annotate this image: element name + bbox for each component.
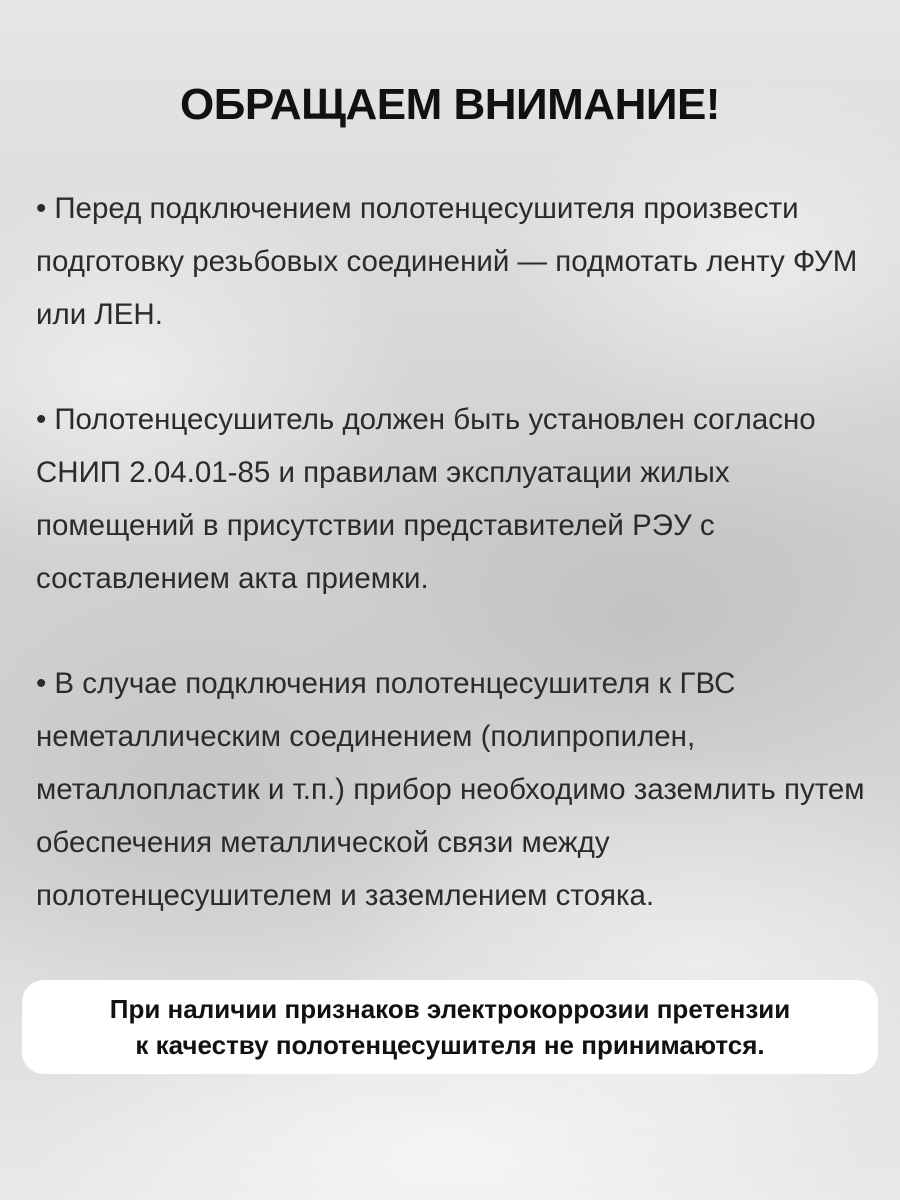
list-item xyxy=(36,182,876,341)
bullet-icon: • xyxy=(36,192,47,225)
bullet-icon: • xyxy=(36,667,47,700)
list-item xyxy=(36,657,876,922)
list-item xyxy=(36,393,876,605)
warning-notice xyxy=(22,980,878,1074)
warning-notice-line: к качеству полотенцесушителя не принимаются. xyxy=(135,1030,765,1060)
notes-list xyxy=(36,182,876,974)
list-item-text: Перед подключением полотенцесушителя произвести подготовку резьбовых соединений — подмотать ленту ФУМ или ЛЕН. xyxy=(36,192,858,331)
list-item-text: В случае подключения полотенцесушителя к ГВС неметаллическим соединением (полипропилен, металлопластик и т.п.) прибор необходимо заземлить путем обеспечения металлической связи между полотенцесушителем и заземлением стояка. xyxy=(36,667,865,912)
list-item-text: Полотенцесушитель должен быть установлен согласно СНИП 2.04.01-85 и правилам эксплуатации жилых помещений в присутствии представителей РЭУ с составлением акта приемки. xyxy=(36,403,816,595)
page-title: ОБРАЩАЕМ ВНИМАНИЕ! xyxy=(180,80,720,129)
bullet-icon: • xyxy=(36,403,47,436)
warning-notice-line: При наличии признаков электрокоррозии претензии xyxy=(109,994,791,1024)
